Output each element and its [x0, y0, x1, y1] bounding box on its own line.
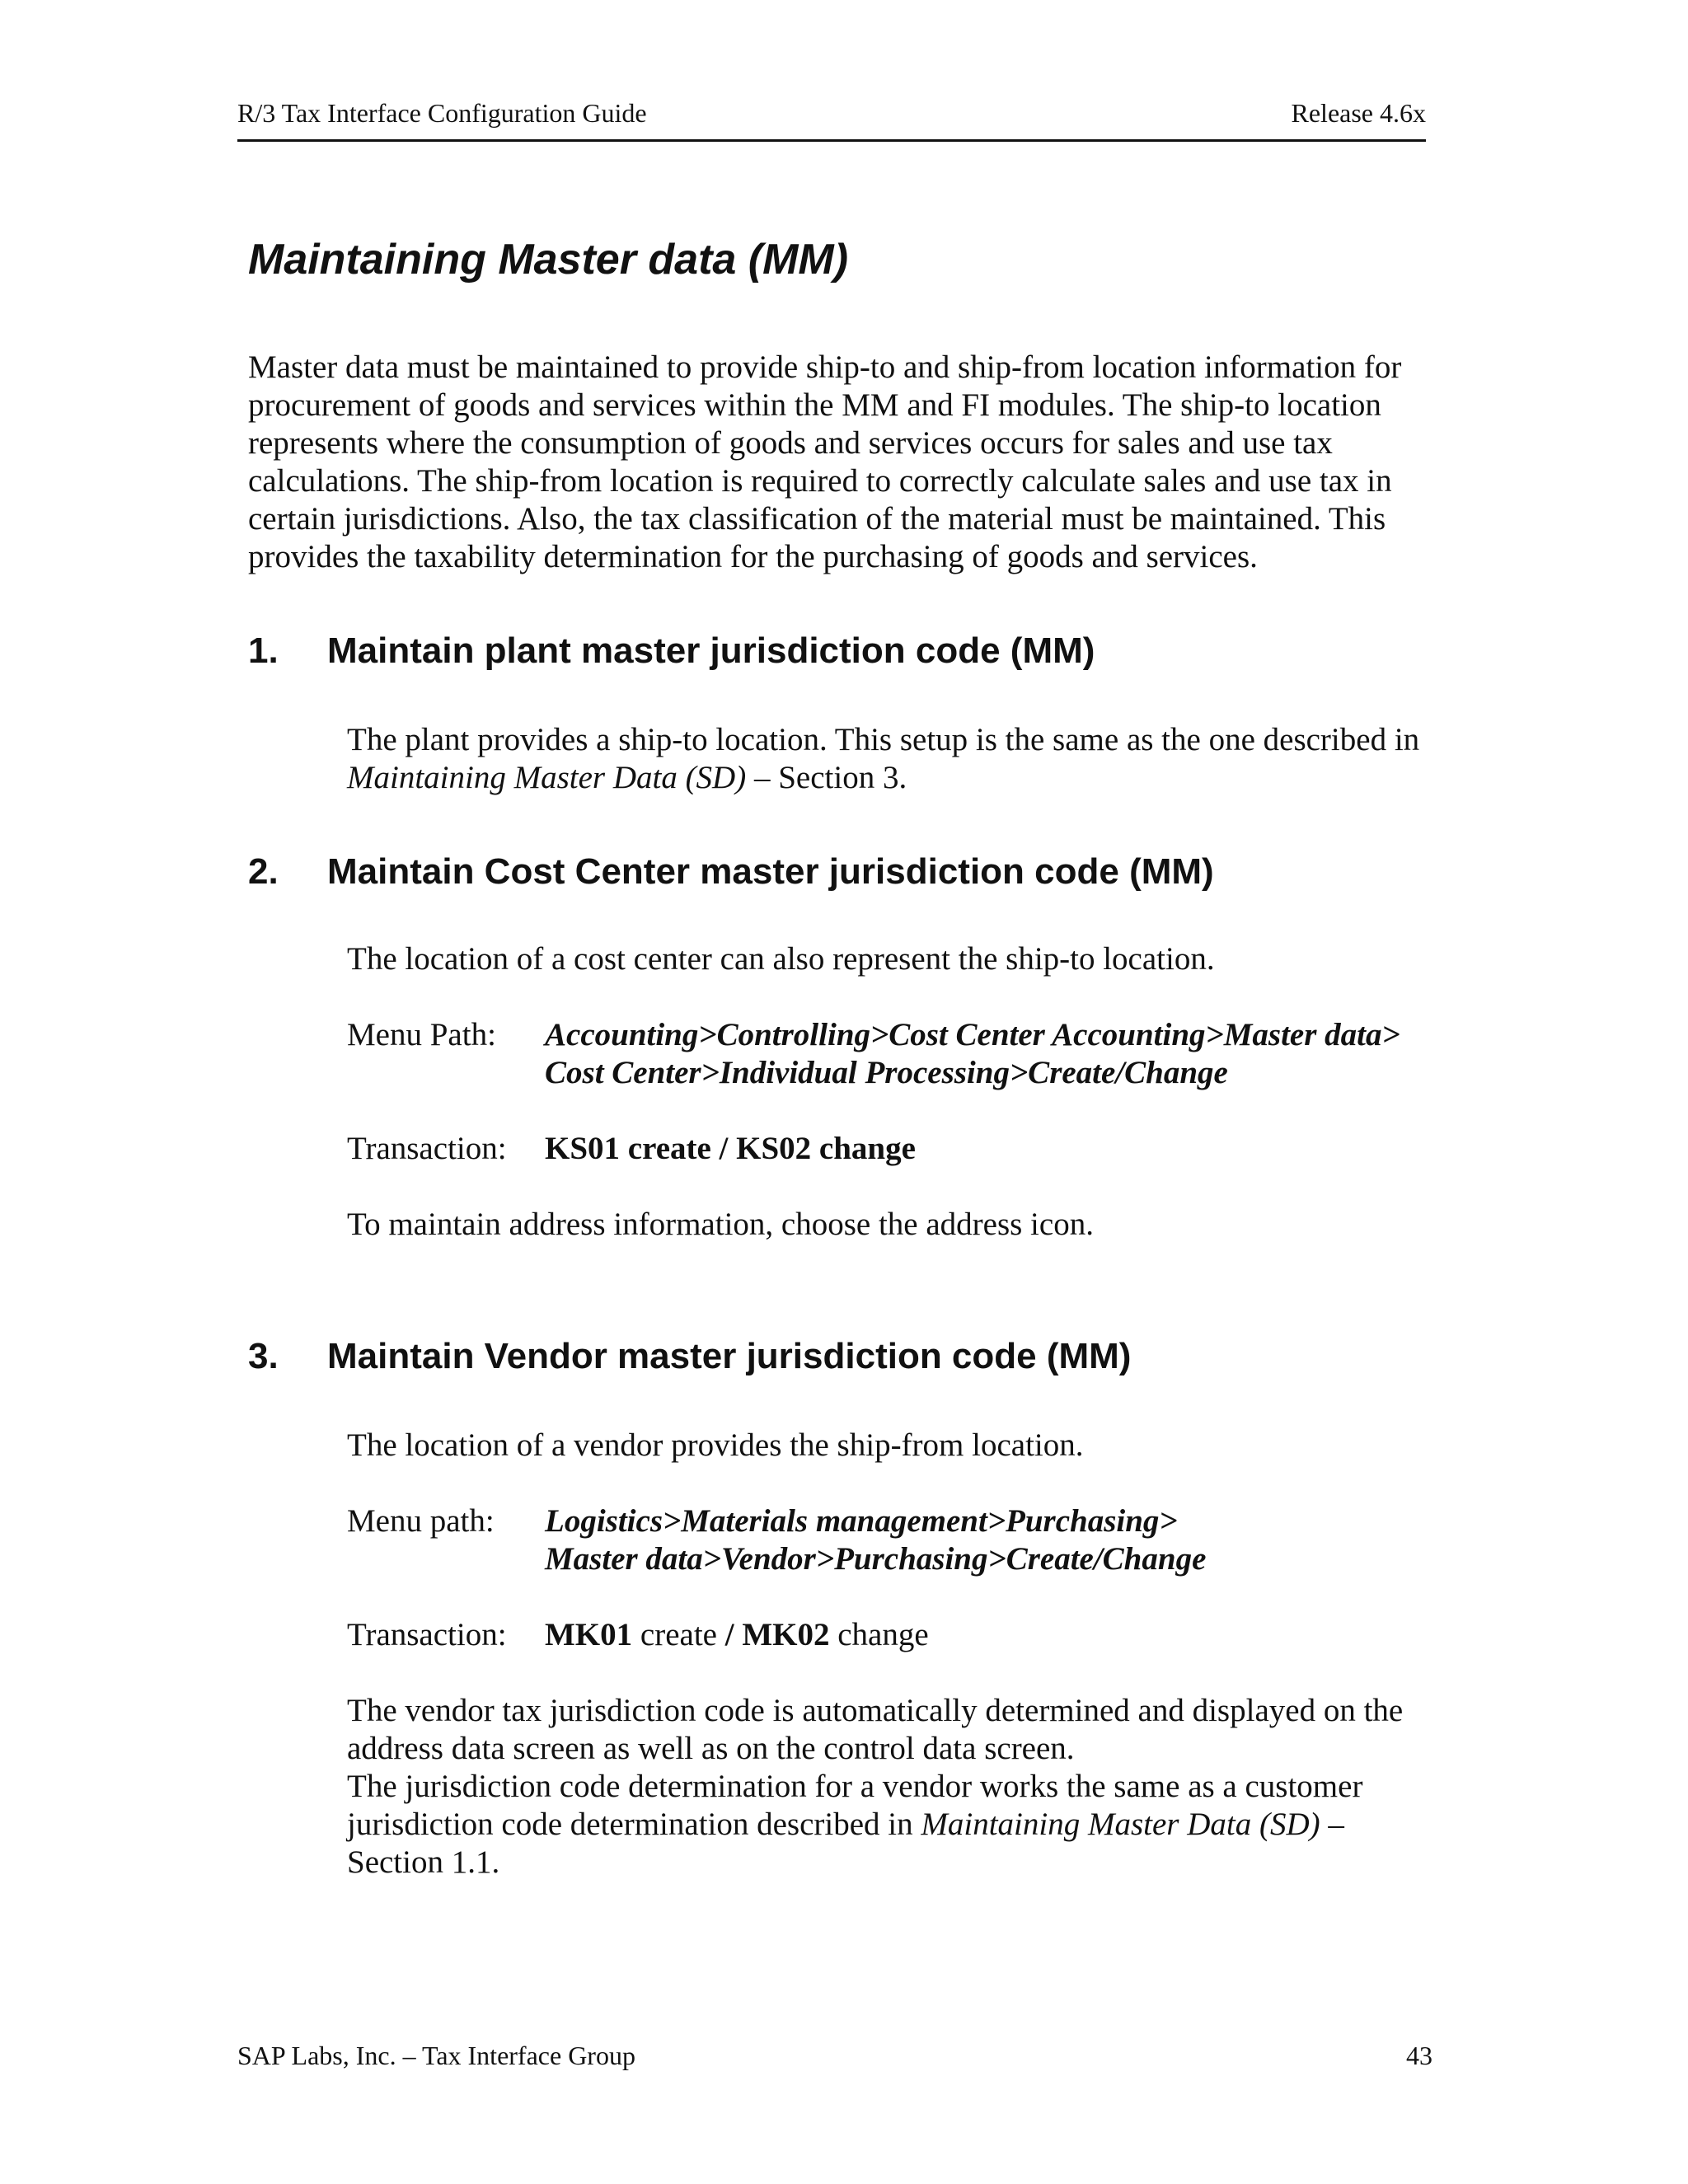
transaction-action: change	[829, 1617, 929, 1652]
intro-paragraph: Master data must be maintained to provide ship-to and ship-from location information for procurement of goods and services within the MM and FI modules. The ship-to location represents where the consumption of goods and services occurs for sales and use tax calculations. The ship-from location is required to correctly calculate sales and use tax in certain jurisdictions. Also, the tax classification of the material must be maintained. This provides the taxability determination for the purchasing of goods and services.	[248, 349, 1402, 574]
section-title: Maintain Vendor master jurisdiction code (MM)	[327, 1336, 1132, 1376]
paragraph-text: The vendor tax jurisdiction code is automatically determined and displayed on the address data screen as well as on the control data screen.	[347, 1693, 1404, 1766]
paragraph-text: – Section 3.	[746, 760, 907, 795]
transaction-action: create	[632, 1617, 725, 1652]
transaction-label: Transaction:	[347, 1131, 507, 1166]
section-title: Maintain plant master jurisdiction code (MM)	[327, 630, 1095, 671]
section-number: 3.	[248, 1336, 279, 1376]
header-release: Release 4.6x	[1291, 98, 1426, 128]
section-1-paragraph	[347, 721, 1435, 797]
page-header	[237, 96, 1426, 142]
menu-path-value	[545, 1016, 1435, 1092]
section-2-note: To maintain address information, choose the address icon.	[347, 1207, 1094, 1242]
section-number: 2.	[248, 851, 279, 892]
transaction-value: KS01 create / KS02 change	[545, 1131, 916, 1166]
paragraph-text: The jurisdiction code determination for a vendor works the same as a customer jurisdiction code determination described in	[347, 1769, 1363, 1842]
section-number: 1.	[248, 630, 279, 671]
paragraph-text: The plant provides a ship-to location. This setup is the same as the one described in	[347, 722, 1420, 757]
section-3-paragraph: The location of a vendor provides the ship-from location.	[347, 1427, 1084, 1463]
section-title: Maintain Cost Center master jurisdiction code (MM)	[327, 851, 1214, 892]
menu-path-line: Master data>Vendor>Purchasing>Create/Change	[545, 1541, 1207, 1577]
section-2-paragraph: The location of a cost center can also represent the ship-to location.	[347, 941, 1215, 977]
transaction-separator: /	[724, 1617, 734, 1652]
transaction-label: Transaction:	[347, 1617, 507, 1652]
page-title: Maintaining Master data (MM)	[248, 236, 849, 284]
transaction-value	[545, 1616, 1435, 1654]
menu-path-value	[545, 1502, 1435, 1578]
cross-reference: Maintaining Master Data (SD) –	[921, 1807, 1344, 1842]
section-2-heading	[248, 850, 1214, 894]
transaction-row	[347, 1616, 1435, 1654]
page-number: 43	[1406, 2041, 1432, 2070]
section-1-heading	[248, 629, 1095, 673]
menu-path-line: Logistics>Materials management>Purchasing>	[545, 1503, 1178, 1539]
paragraph-text	[347, 1768, 1435, 1882]
transaction-code: MK01	[545, 1617, 633, 1652]
transaction-row	[347, 1130, 1435, 1168]
paragraph-text: Section 1.1.	[347, 1844, 500, 1880]
section-3-heading	[248, 1334, 1131, 1379]
menu-path-row	[347, 1502, 1435, 1578]
header-doc-title: R/3 Tax Interface Configuration Guide	[237, 98, 647, 128]
menu-path-line: Cost Center>Individual Processing>Create/Change	[545, 1055, 1228, 1090]
menu-path-label: Menu path:	[347, 1503, 495, 1539]
transaction-code: MK02	[734, 1617, 830, 1652]
menu-path-label: Menu Path:	[347, 1017, 496, 1052]
cross-reference: Maintaining Master Data (SD)	[347, 760, 747, 795]
footer-company: SAP Labs, Inc. – Tax Interface Group	[237, 2041, 635, 2070]
page-footer	[237, 2039, 1432, 2077]
section-3-description	[347, 1692, 1435, 1882]
menu-path-row	[347, 1016, 1435, 1092]
menu-path-line: Accounting>Controlling>Cost Center Accounting>Master data>	[545, 1017, 1400, 1052]
